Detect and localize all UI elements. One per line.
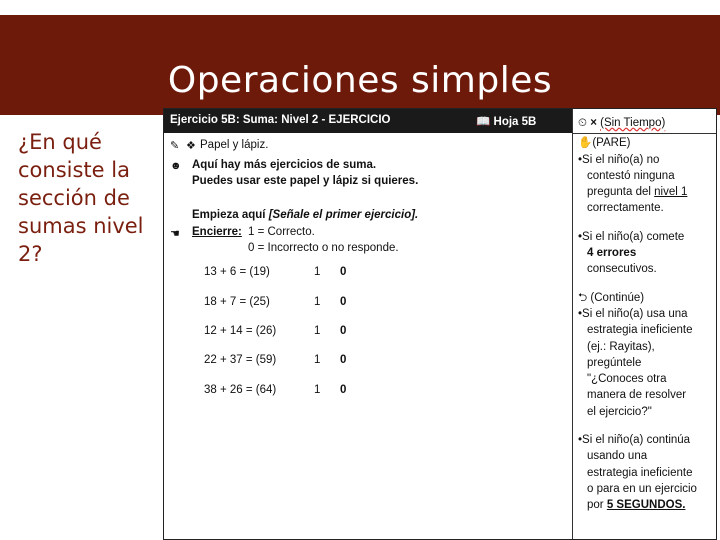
circle-label: Encierre:: [192, 226, 242, 238]
materials-bullet-icon: ❖: [186, 140, 196, 152]
score-zero[interactable]: 0: [340, 354, 347, 366]
continue-rule-line: •Si el niño(a) usa una: [578, 307, 688, 320]
continue-rule-line: o para en un ejercicio: [587, 482, 697, 495]
timer-row: [578, 115, 714, 131]
intro-line-1: Aquí hay más ejercicios de suma.: [192, 159, 377, 171]
continue-arrow-icon: ⮌: [578, 291, 588, 304]
stop-rule-line: correctamente.: [587, 202, 664, 215]
no-time-mark: ×: [590, 117, 597, 129]
stop-rule-line: •Si el niño(a) comete: [578, 230, 685, 243]
intro-line-2: Puedes usar este papel y lápiz si quieres.: [192, 175, 419, 187]
score-zero[interactable]: 0: [340, 384, 347, 396]
question-text: ¿En qué consiste la sección de sumas nivel 2?: [18, 130, 144, 266]
continue-rule-line: estrategia ineficiente: [587, 324, 693, 337]
score-zero[interactable]: 0: [340, 325, 347, 337]
materials-text: Papel y lápiz.: [200, 139, 269, 151]
exercise-equation: 22 + 37 = (59): [204, 354, 277, 366]
stop-rule-line: contestó ninguna: [587, 169, 675, 182]
sheet-label-box: [466, 109, 572, 133]
pointer-icon: ☚: [170, 228, 180, 240]
start-prefix: Empieza aquí: [192, 209, 269, 221]
exercise-equation: 38 + 26 = (64): [204, 384, 277, 396]
stop-rule-level: nivel 1: [654, 186, 688, 199]
book-icon: 📖: [476, 116, 491, 128]
circle-correct: 1 = Correcto.: [248, 226, 315, 238]
sheet-header: Ejercicio 5B: Suma: Nivel 2 - EJERCICIO: [164, 109, 572, 133]
continue-rule-line: (ej.: Rayitas),: [587, 340, 655, 353]
stop-title-row: [578, 135, 714, 151]
timer-label: (Sin Tiempo): [600, 117, 666, 129]
circle-incorrect: 0 = Incorrecto o no responde.: [248, 242, 399, 254]
exercise-equation: 18 + 7 = (25): [204, 296, 270, 308]
start-instruction: [192, 209, 418, 221]
continue-rule-text: por: [587, 499, 607, 512]
continue-rule-line: "¿Conoces otra: [587, 373, 667, 386]
continue-rule-line: manera de resolver: [587, 389, 687, 402]
continue-rule-seconds: 5 SEGUNDOS.: [606, 499, 686, 512]
slide-title: Operaciones simples: [167, 60, 553, 101]
continue-rule-line: [578, 497, 714, 513]
continue-rule-line: pregúntele: [587, 356, 642, 369]
continue-rule-line: el ejercicio?": [587, 405, 652, 418]
stop-rule-line: •Si el niño(a) no: [578, 153, 660, 166]
exercise-equation: 12 + 14 = (26): [204, 325, 277, 337]
exercise-equation: 13 + 6 = (19): [204, 266, 270, 278]
start-note: [Señale el primer ejercicio].: [268, 209, 419, 221]
title-bar: [0, 15, 720, 115]
stop-hand-icon: ✋: [578, 137, 593, 150]
stop-rule-line: consecutivos.: [587, 263, 657, 276]
score-zero[interactable]: 0: [340, 296, 347, 308]
score-one[interactable]: 1: [314, 384, 321, 396]
score-one[interactable]: 1: [314, 296, 321, 308]
speech-icon: ☻: [170, 160, 182, 172]
stop-rule-line: [578, 184, 714, 200]
pencil-icon: ✎: [170, 140, 180, 152]
continue-title: (Continúe): [590, 291, 645, 304]
score-zero[interactable]: 0: [340, 266, 347, 278]
continue-title-row: [578, 290, 714, 306]
continue-rule-line: •Si el niño(a) continúa: [578, 434, 691, 447]
continue-rule-line: usando una: [587, 450, 648, 463]
stop-title: (PARE): [592, 137, 631, 150]
sheet-label: Hoja 5B: [493, 116, 537, 128]
exercise-sheet: [163, 108, 717, 540]
continue-rule-line: estrategia ineficiente: [587, 466, 693, 479]
stop-rule-line: 4 errores: [587, 247, 637, 260]
clock-icon: ⏲: [578, 117, 587, 129]
stop-rule-text: pregunta del: [587, 186, 655, 199]
score-one[interactable]: 1: [314, 266, 321, 278]
instructions-panel: [578, 115, 714, 514]
score-one[interactable]: 1: [314, 354, 321, 366]
score-one[interactable]: 1: [314, 325, 321, 337]
column-divider: [572, 109, 573, 540]
